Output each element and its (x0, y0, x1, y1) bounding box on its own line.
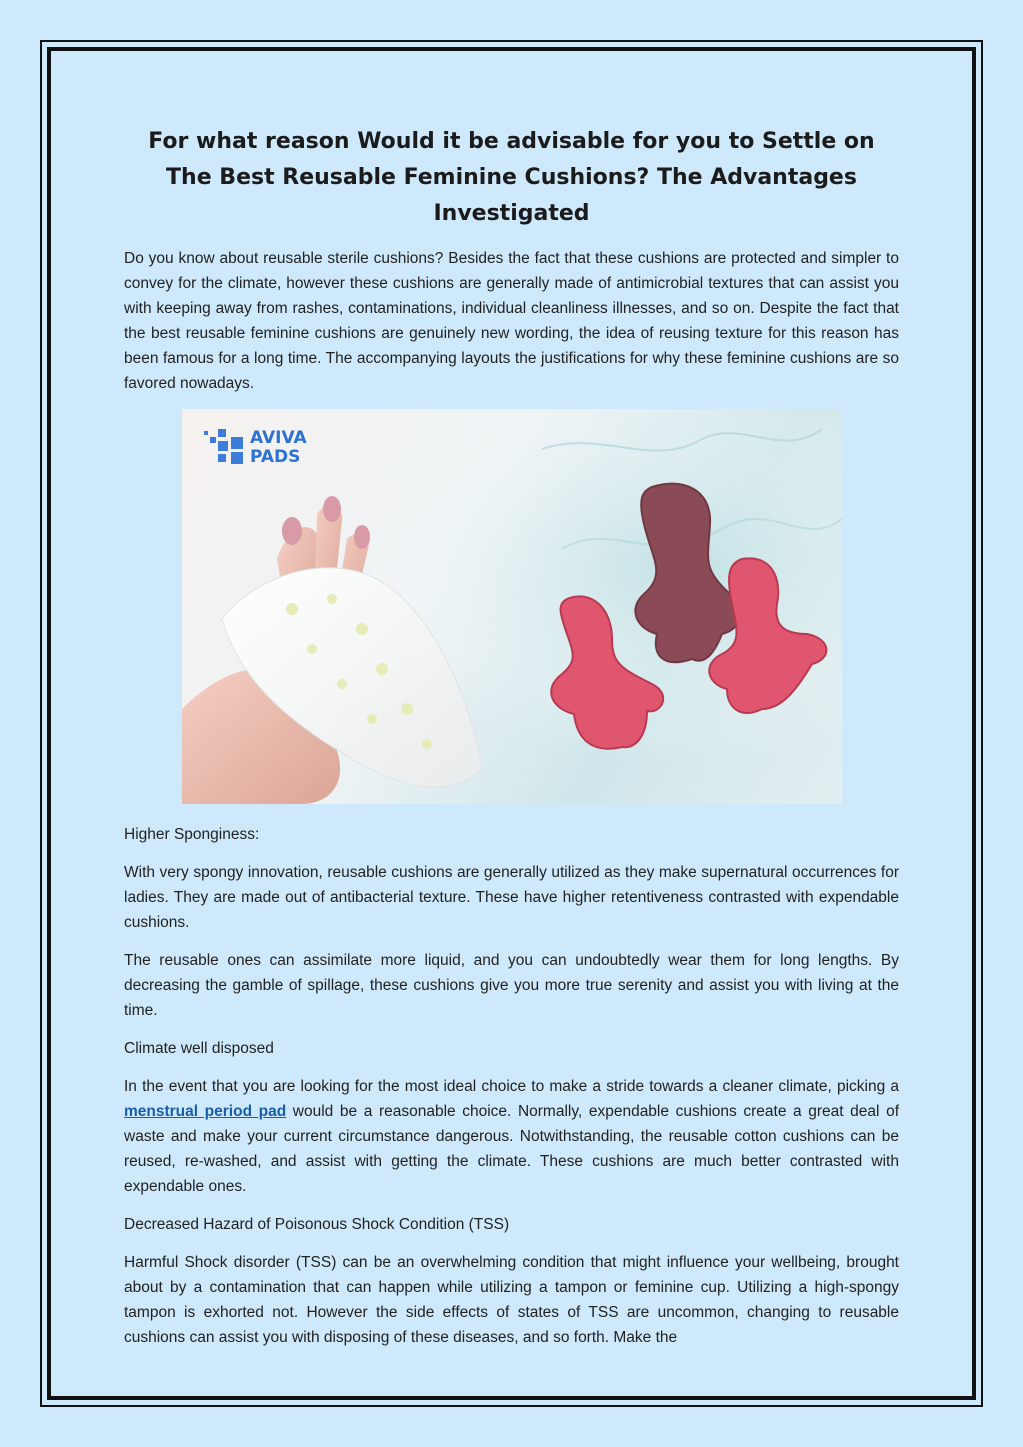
climate-text-before: In the event that you are looking for the most ideal choice to make a stride towards a cleaner climate, picking a (124, 1078, 899, 1095)
section-heading-climate: Climate well disposed (124, 1040, 274, 1057)
product-image (182, 409, 842, 804)
pads-illustration (182, 409, 842, 804)
tss-paragraph: Harmful Shock disorder (TSS) can be an overwhelming condition that might influence your wellbeing, brought about by a contamination that can happen while utilizing a tampon or feminine cup. Utilizing a high-spongy tampon is exhorted not. However the side effects of states of TSS are uncommon, changing to reusable cushions can assist you with disposing of these diseases, and so forth. Make the (124, 1254, 899, 1346)
climate-text-after: would be a reasonable choice. Normally, expendable cushions create a great deal of waste and make your current circumstance dangerous. Notwithstanding, the reusable cotton cushions can be reused, re-washed, and assist with getting the climate. These cushions are much better contrasted with expendable ones. (124, 1103, 899, 1195)
intro-paragraph: Do you know about reusable sterile cushions? Besides the fact that these cushions are protected and simpler to convey for the climate, however these cushions are generally made of antimicrobial textures that can assist you with keeping away from rashes, contaminations, individual cleanliness illnesses, and so on. Despite the fact that the best reusable feminine cushions are genuinely new wording, the idea of reusing texture for this reason has been famous for a long time. The accompanying layouts the justifications for why these feminine cushions are so favored nowadays. (124, 250, 899, 392)
climate-paragraph (124, 1074, 899, 1199)
section-heading-sponginess: Higher Sponginess: (124, 826, 260, 843)
sponginess-paragraph-2: The reusable ones can assimilate more liquid, and you can undoubtedly wear them for long lengths. By decreasing the gamble of spillage, these cushions give you more true serenity and assist you with living at the time. (124, 952, 899, 1019)
menstrual-period-pad-link[interactable]: menstrual period pad (124, 1103, 287, 1120)
document-title: For what reason Would it be advisable for you to Settle on The Best Reusable Feminine Cushions? The Advantages Investigated (148, 129, 875, 226)
document-body (124, 124, 899, 1363)
section-heading-tss: Decreased Hazard of Poisonous Shock Condition (TSS) (124, 1216, 510, 1233)
sponginess-paragraph-1: With very spongy innovation, reusable cushions are generally utilized as they make supernatural occurrences for ladies. They are made out of antibacterial texture. These have higher retentiveness contrasted with expendable cushions. (124, 864, 899, 931)
